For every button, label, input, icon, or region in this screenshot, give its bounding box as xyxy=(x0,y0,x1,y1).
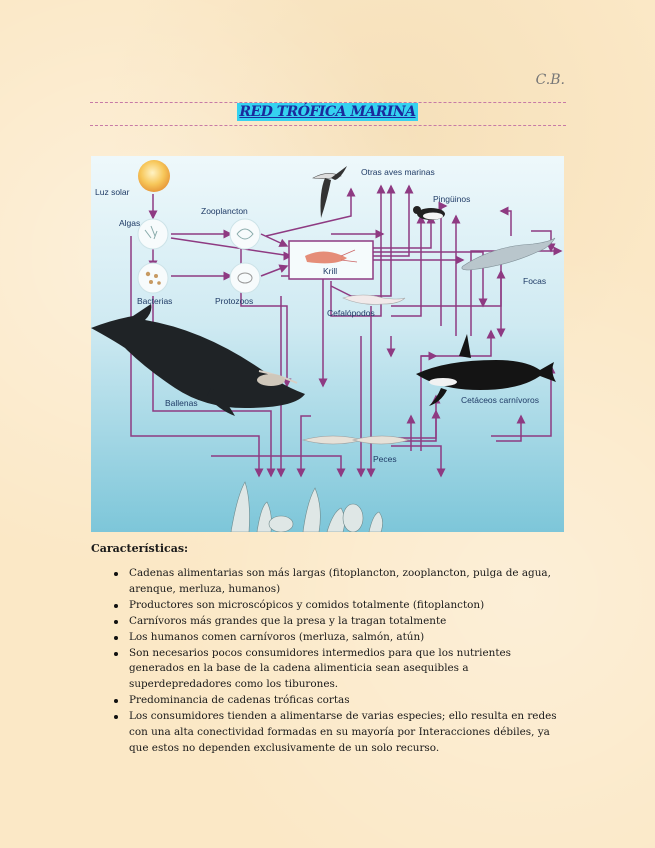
page-title-text: RED TRÓFICA MARINA xyxy=(239,104,416,120)
label-ballenas: Ballenas xyxy=(165,398,198,408)
label-bacterias: Bacterias xyxy=(137,296,173,306)
list-item: Carnívoros más grandes que la presa y la tragan totalmente xyxy=(110,614,560,630)
label-focas: Focas xyxy=(523,276,547,286)
bacteria-icon xyxy=(138,263,168,293)
sun-icon xyxy=(138,160,170,192)
list-item: Los consumidores tienden a alimentarse de varias especies; ello resulta en redes con una alta conectividad formadas en su mayoría por Interacciones débiles, ya que estos no dependen exclusivamente de un solo recurso. xyxy=(110,709,560,757)
page-title xyxy=(0,104,655,120)
characteristics-heading: Características: xyxy=(91,542,189,555)
label-pinguinos: Pingüinos xyxy=(433,194,471,204)
author-initials: C.B. xyxy=(535,72,565,88)
label-otras-aves: Otras aves marinas xyxy=(361,167,435,177)
list-item: Los humanos comen carnívoros (merluza, salmón, atún) xyxy=(110,630,560,646)
characteristics-list xyxy=(110,566,560,757)
list-item: Productores son microscópicos y comidos totalmente (fitoplancton) xyxy=(110,598,560,614)
label-zooplancton: Zooplancton xyxy=(201,206,248,216)
list-item: Cadenas alimentarias son más largas (fitoplancton, zooplancton, pulga de agua, arenque, merluza, humanos) xyxy=(110,566,560,598)
label-peces: Peces xyxy=(373,454,397,464)
algae-icon xyxy=(138,219,168,249)
list-item: Predominancia de cadenas tróficas cortas xyxy=(110,693,560,709)
label-krill: Krill xyxy=(323,266,338,276)
zooplankton-icon xyxy=(230,219,260,249)
label-luz-solar: Luz solar xyxy=(95,187,130,197)
marine-food-web-diagram xyxy=(91,156,564,532)
label-cefalopodos: Cefalópodos xyxy=(327,308,375,318)
title-rule-bottom xyxy=(90,125,566,126)
list-item: Son necesarios pocos consumidores intermedios para que los nutrientes generados en la base de la cadena alimenticia sean asequibles a superdepredadores como los tiburones. xyxy=(110,646,560,694)
food-web-svg xyxy=(91,156,564,532)
label-algas: Algas xyxy=(119,218,141,228)
label-cetaceos: Cetáceos carnívoros xyxy=(461,395,539,405)
protozoa-icon xyxy=(230,263,260,293)
label-protozoos: Protozoos xyxy=(215,296,254,306)
